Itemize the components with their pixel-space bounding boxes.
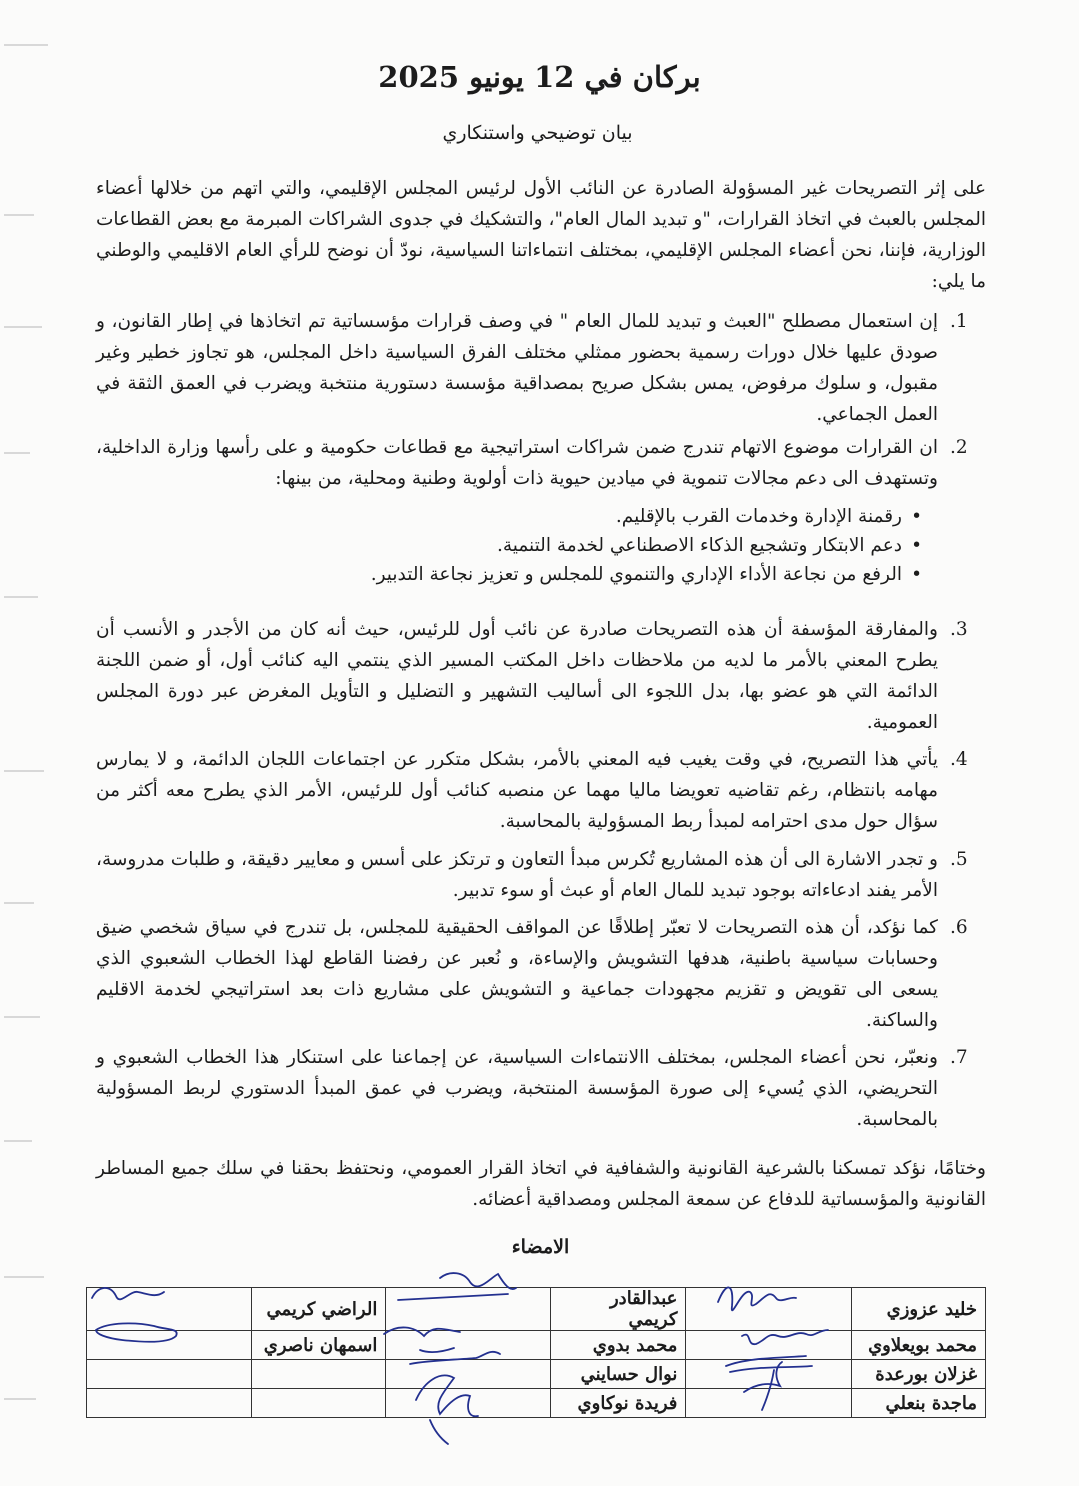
item-number: .4 xyxy=(950,749,968,770)
signature-cell xyxy=(386,1331,551,1360)
table-row xyxy=(87,1331,986,1360)
item-number: .6 xyxy=(950,917,968,938)
list-item xyxy=(96,844,986,906)
signatures-table xyxy=(86,1287,986,1418)
member-name: عبدالقادر كريمي xyxy=(551,1288,686,1331)
list-item xyxy=(96,432,986,589)
list-item xyxy=(96,744,986,837)
signature-cell xyxy=(386,1360,551,1389)
member-name xyxy=(252,1360,386,1389)
member-name: الراضي كريمي xyxy=(252,1288,386,1331)
item-text: ونعبّر، نحن أعضاء المجلس، بمختلف االانتماءات السياسية، عن إجماعنا على استنكار هذا الخطاب الشعبوي و التحريضي، الذي يُسيء إلى صورة المؤسسة المنتخبة، ويضرب في عمق المبدأ الدستوري لربط المسؤولية بالمحاسبة. xyxy=(96,1047,938,1130)
table-row xyxy=(87,1389,986,1418)
item-text: كما نؤكد، أن هذه التصريحات لا تعبّر إطلاقًا عن المواقف الحقيقية للمجلس، بل تندرج في سياق شخصي ضيق وحسابات سياسية باطنية، هدفها التشويش والإساءة، و نُعبر عن رفضنا القاطع لهذا الخطاب الشعبوي الذي يسعى الى تقويض و تقزيم مجهودات جماعية و التشويش على مشاريع ذات بعد استراتيجي لخدمة الاقليم والساكنة. xyxy=(96,917,938,1031)
member-name: نوال حسايني xyxy=(551,1360,686,1389)
signature-cell xyxy=(686,1331,851,1360)
bullet-item: • رقمنة الإدارة وخدمات القرب بالإقليم. xyxy=(96,502,916,531)
item-number: .1 xyxy=(950,311,968,332)
signature-cell xyxy=(87,1360,252,1389)
list-item xyxy=(96,614,986,738)
bullet-item: • دعم الابتكار وتشجيع الذكاء الاصطناعي لخدمة التنمية. xyxy=(96,531,916,560)
signature-cell xyxy=(686,1389,851,1418)
bullet-list xyxy=(96,502,916,589)
closing-paragraph: وختامًا، نؤكد تمسكنا بالشرعية القانونية والشفافية في اتخاذ القرار العمومي، ونحتفظ بحقنا في سلك جميع المساطر القانونية والمؤسساتية للدفاع عن سمعة المجلس ومصداقية أعضائه. xyxy=(96,1158,986,1210)
item-number: .5 xyxy=(950,849,968,870)
member-name: اسمهان ناصري xyxy=(252,1331,386,1360)
document-date: بركان في 12 يونيو 2025 xyxy=(378,60,701,94)
item-number: .3 xyxy=(950,619,968,640)
list-item xyxy=(96,1042,986,1135)
signatures-title: الامضاء xyxy=(511,1236,570,1258)
signature-cell xyxy=(87,1331,252,1360)
signature-cell xyxy=(686,1288,851,1331)
member-name: فريدة نوكاوي xyxy=(551,1389,686,1418)
bullet-item: • الرفع من نجاعة الأداء الإداري والتنموي للمجلس و تعزيز نجاعة التدبير. xyxy=(96,560,916,589)
document-subtitle: بيان توضيحي واستنكاري xyxy=(442,122,633,144)
table-row xyxy=(87,1288,986,1331)
item-text: يأتي هذا التصريح، في وقت يغيب فيه المعني بالأمر، بشكل متكرر عن اجتماعات اللجان الدائمة، و لا يمارس مهامه بانتظام، رغم تقاضيه تعويضا ماليا مهما عن منصبه كنائب أول للرئيس، الأمر الذي يطرح معه أكثر من سؤال حول مدى احترامه لمبدأ ربط المسؤولية بالمحاسبة. xyxy=(96,749,938,832)
member-name: محمد بويعلاوي xyxy=(851,1331,986,1360)
item-text: إن استعمال مصطلح "العبث و تبديد للمال العام " في وصف قرارات مؤسساتية تم اتخاذها في إطار القانون، و صودق عليها خلال دورات رسمية بحضور ممثلي مختلف الفرق السياسية داخل المجلس، هو تجاوز خطير وغير مقبول، و سلوك مرفوض، يمس بشكل صريح بمصداقية مؤسسة دستورية منتخبة ويضرب في العمق الثقة في العمل الجماعي. xyxy=(96,311,938,425)
member-name: غزلان بورعدة xyxy=(851,1360,986,1389)
table-row xyxy=(87,1360,986,1389)
item-number: .2 xyxy=(950,437,968,458)
member-name: محمد بدوي xyxy=(551,1331,686,1360)
item-text: والمفارقة المؤسفة أن هذه التصريحات صادرة عن نائب أول للرئيس، حيث أنه كان من الأجدر و الأنسب أن يطرح المعني بالأمر ما لديه من ملاحظات داخل المكتب المسير الذي ينتمي اليه كنائب أول، أو ضمن اللجنة الدائمة التي هو عضو بها، بدل اللجوء الى أساليب التشهير و التضليل و التأويل المغرض عبر دورة المجلس العمومية. xyxy=(96,619,938,733)
item-number: .7 xyxy=(950,1047,968,1068)
intro-paragraph: على إثر التصريحات غير المسؤولة الصادرة عن النائب الأول لرئيس المجلس الإقليمي، والتي اتهم من خلالها أعضاء المجلس بالعبث في اتخاذ القرارات، "و تبديد المال العام"، والتشكيك في جدوى الشراكات المبرمة مع بعض القطاعات الوزارية، فإننا، نحن أعضاء المجلس الإقليمي، بمختلف انتماءاتنا السياسية، نودّ أن نوضح للرأي العام الاقليمي والوطني ما يلي: xyxy=(96,178,986,292)
member-name: ماجدة بنعلي xyxy=(851,1389,986,1418)
item-text: و تجدر الاشارة الى أن هذه المشاريع تُكرس مبدأ التعاون و ترتكز على أسس و معايير دقيقة، و طلبات مدروسة، الأمر يفند ادعاءاته بوجود تبديد للمال العام أو عبث أو سوء تدبير. xyxy=(96,849,938,901)
item-text: ان القرارات موضوع الاتهام تندرج ضمن شراكات استراتيجية مع قطاعات حكومية و على رأسها وزارة الداخلية، وتستهدف الى دعم مجالات تنموية في ميادين حيوية ذات أولوية وطنية ومحلية، من بينها: xyxy=(96,437,938,489)
member-name xyxy=(252,1389,386,1418)
list-item xyxy=(96,912,986,1036)
signature-cell xyxy=(87,1288,252,1331)
signature-cell xyxy=(686,1360,851,1389)
signature-cell xyxy=(386,1288,551,1331)
signature-cell xyxy=(87,1389,252,1418)
member-name: خليد عزوزي xyxy=(851,1288,986,1331)
scan-edge-marks xyxy=(0,0,60,1486)
list-item xyxy=(96,306,986,430)
signature-cell xyxy=(386,1389,551,1418)
